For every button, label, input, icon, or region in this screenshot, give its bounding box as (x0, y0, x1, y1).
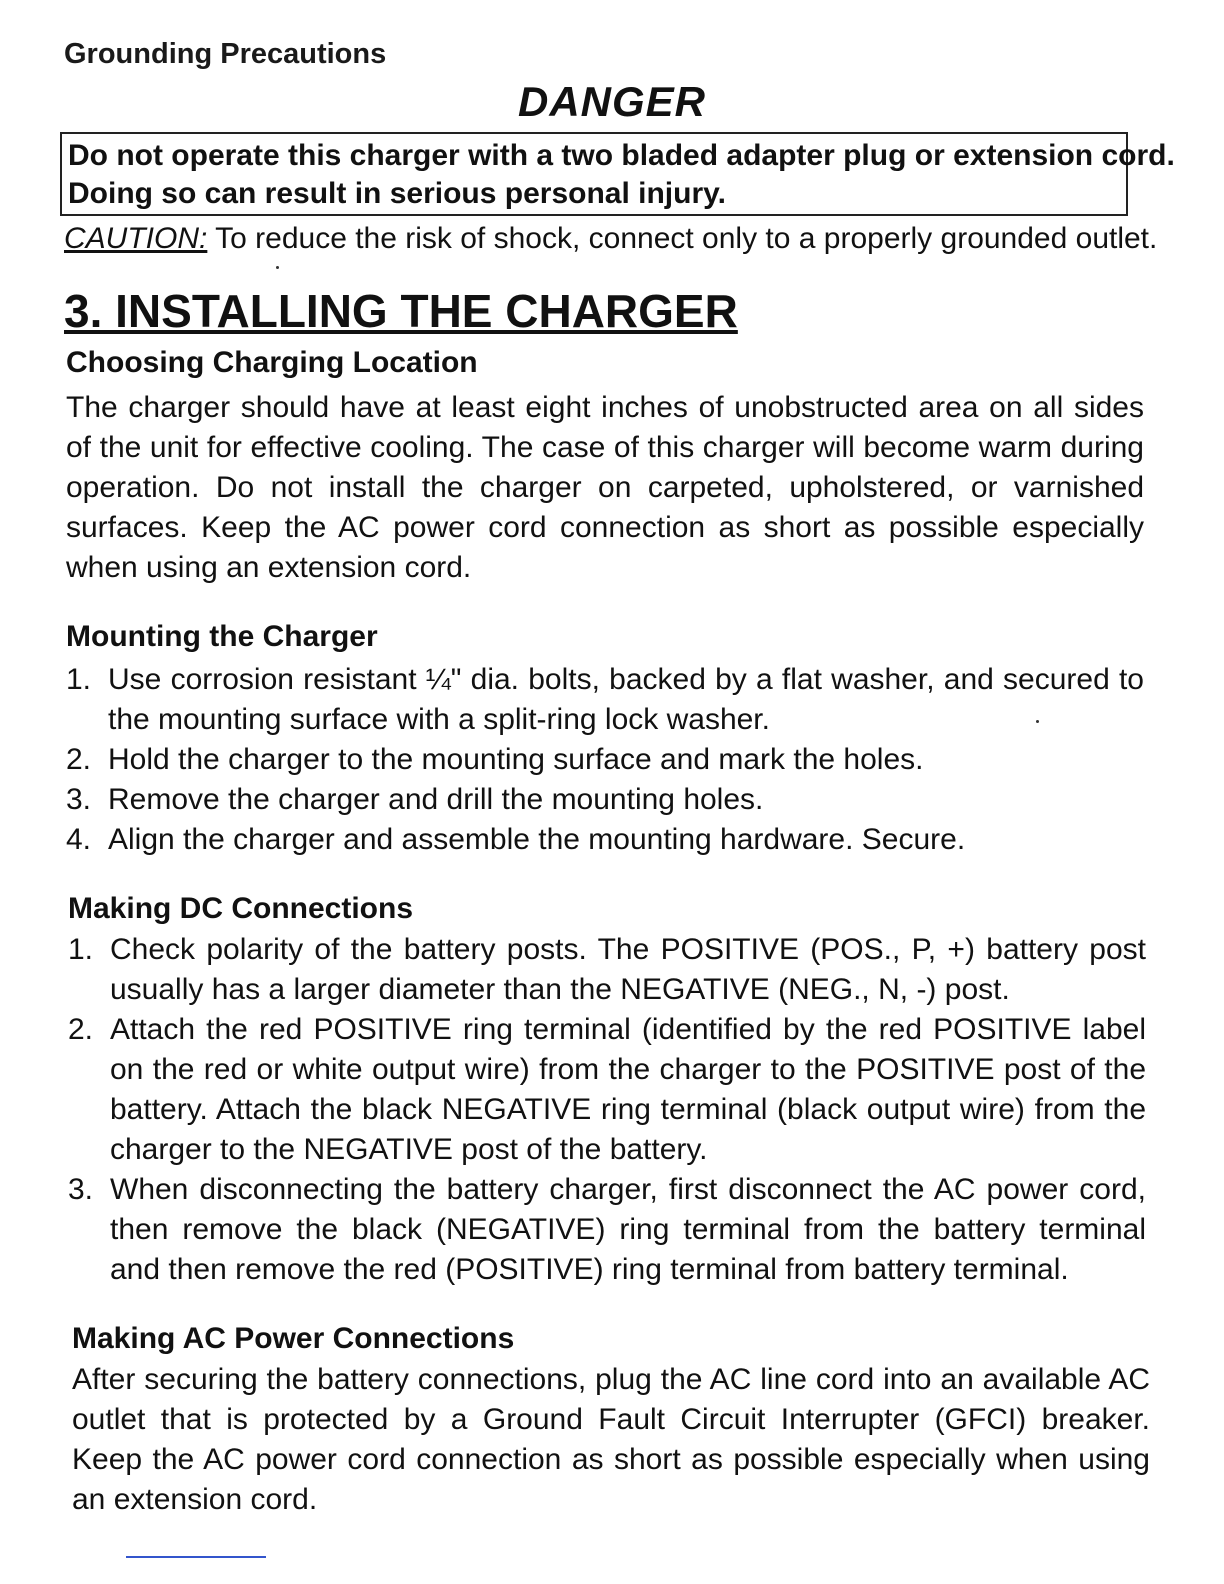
list-item (66, 740, 1144, 780)
list-number: 3. (66, 783, 92, 816)
mounting-heading: Mounting the Charger (66, 620, 378, 653)
list-number: 1. (68, 933, 94, 966)
speck (1036, 720, 1039, 723)
danger-line-1: Do not operate this charger with a two bladed adapter plug or extension cord. (68, 139, 1175, 172)
list-item (66, 820, 1144, 860)
list-number: 2. (68, 1013, 94, 1046)
danger-line-2: Doing so can result in serious personal injury. (68, 177, 726, 210)
list-item (66, 660, 1144, 740)
caution-label: CAUTION: (64, 222, 208, 255)
danger-title: DANGER (517, 78, 706, 125)
list-text: Use corrosion resistant ¼" dia. bolts, backed by a flat washer, and secured to the mounting surface with a split-ring lock washer. (108, 663, 1144, 736)
grounding-heading: Grounding Precautions (64, 38, 387, 70)
ac-heading: Making AC Power Connections (72, 1322, 515, 1355)
danger-box (60, 132, 1175, 216)
mounting-steps (66, 660, 1144, 860)
caution-note (64, 222, 1157, 256)
list-text: When disconnecting the battery charger, first disconnect the AC power cord, then remove the black (NEGATIVE) ring terminal from the battery terminal and then remove the red (POSITIVE) ring terminal from battery terminal. (110, 1173, 1146, 1286)
list-text: Remove the charger and drill the mounting holes. (108, 783, 764, 816)
list-number: 1. (66, 663, 92, 696)
dc-heading: Making DC Connections (68, 892, 414, 925)
list-item (68, 1170, 1146, 1290)
list-number: 2. (66, 743, 92, 776)
list-number: 3. (68, 1173, 94, 1206)
list-item (68, 930, 1146, 1010)
caution-text: To reduce the risk of shock, connect only to a properly grounded outlet. (207, 222, 1158, 255)
dc-steps (68, 930, 1146, 1290)
list-text: Attach the red POSITIVE ring terminal (identified by the red POSITIVE label on the red or white output wire) from the charger to the POSITIVE post of the battery. Attach the black NEGATIVE ring terminal (black output wire) from the charger to the NEGATIVE post of the battery. (110, 1013, 1146, 1166)
list-number: 4. (66, 823, 92, 856)
list-item (66, 780, 1144, 820)
location-heading: Choosing Charging Location (66, 346, 478, 379)
list-text: Check polarity of the battery posts. The POSITIVE (POS., P, +) battery post usually has a larger diameter than the NEGATIVE (NEG., N, -) post. (110, 933, 1146, 1006)
location-paragraph: The charger should have at least eight inches of unobstructed area on all sides of the unit for effective cooling. The case of this charger will become warm during operation. Do not install the charger on carpeted, upholstered, or varnished surfaces. Keep the AC power cord connection as short as possible especially when using an extension cord. (66, 391, 1144, 584)
section-title: 3. INSTALLING THE CHARGER (64, 285, 738, 337)
list-item (68, 1010, 1146, 1170)
list-text: Align the charger and assemble the mounting hardware. Secure. (108, 823, 966, 856)
footer-rule (126, 1556, 266, 1558)
speck (276, 266, 279, 269)
list-text: Hold the charger to the mounting surface and mark the holes. (108, 743, 924, 776)
ac-paragraph: After securing the battery connections, plug the AC line cord into an available AC outlet that is protected by a Ground Fault Circuit Interrupter (GFCI) breaker. Keep the AC power cord connection as short as possible especially when using an extension cord. (72, 1363, 1150, 1516)
